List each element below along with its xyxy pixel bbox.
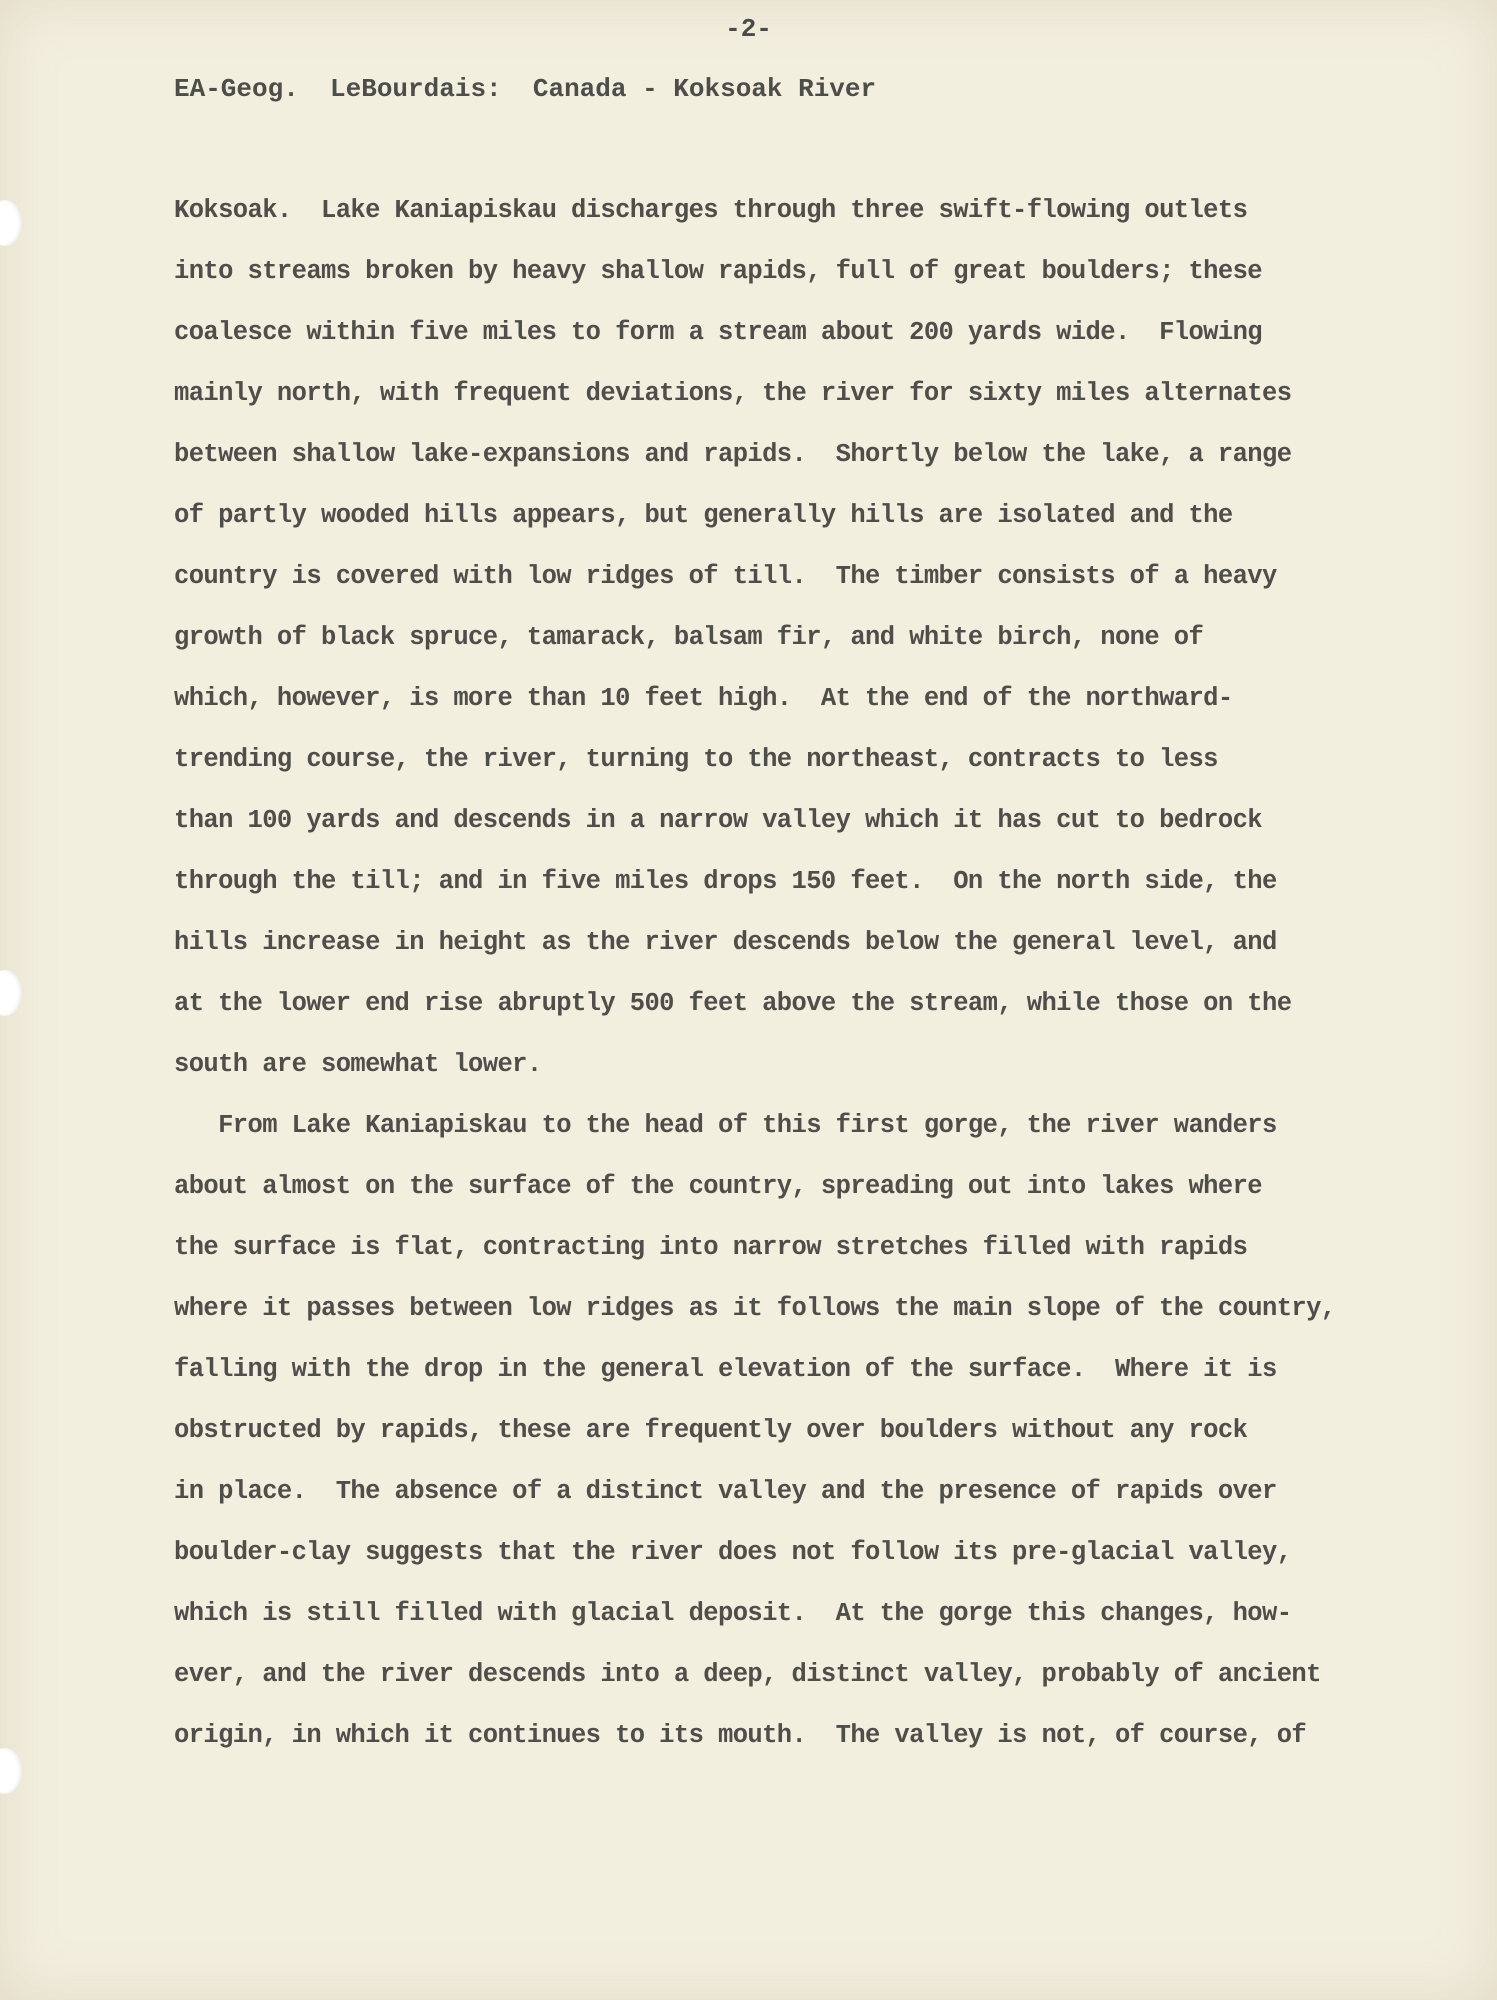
text-line: which is still filled with glacial deposit. At the gorge this changes, how-	[174, 1599, 1292, 1628]
text-line: the surface is flat, contracting into narrow stretches filled with rapids	[174, 1233, 1248, 1262]
document-header: EA-Geog. LeBourdais: Canada - Koksoak River	[174, 74, 877, 104]
text-line: into streams broken by heavy shallow rapids, full of great boulders; these	[174, 257, 1262, 286]
text-line: mainly north, with frequent deviations, the river for sixty miles alternates	[174, 379, 1292, 408]
text-line: obstructed by rapids, these are frequently over boulders without any rock	[174, 1416, 1248, 1445]
punch-hole-bottom	[0, 1748, 22, 1794]
text-line: country is covered with low ridges of till. The timber consists of a heavy	[174, 562, 1277, 591]
text-line: at the lower end rise abruptly 500 feet above the stream, while those on the	[174, 989, 1292, 1018]
text-line: falling with the drop in the general elevation of the surface. Where it is	[174, 1355, 1277, 1384]
text-line: between shallow lake-expansions and rapids. Shortly below the lake, a range	[174, 440, 1292, 469]
text-line: in place. The absence of a distinct valley and the presence of rapids over	[174, 1477, 1277, 1506]
text-line: through the till; and in five miles drops 150 feet. On the north side, the	[174, 867, 1277, 896]
text-line: coalesce within five miles to form a stream about 200 yards wide. Flowing	[174, 318, 1262, 347]
text-line: where it passes between low ridges as it follows the main slope of the country,	[174, 1294, 1336, 1323]
text-line: of partly wooded hills appears, but generally hills are isolated and the	[174, 501, 1233, 530]
page-number: -2-	[725, 14, 772, 44]
text-line: which, however, is more than 10 feet high. At the end of the northward-	[174, 684, 1233, 713]
text-line: than 100 yards and descends in a narrow valley which it has cut to bedrock	[174, 806, 1262, 835]
text-line: growth of black spruce, tamarack, balsam fir, and white birch, none of	[174, 623, 1204, 652]
text-line: south are somewhat lower.	[174, 1050, 542, 1079]
text-line: hills increase in height as the river descends below the general level, and	[174, 928, 1277, 957]
punch-hole-top	[0, 200, 22, 246]
text-line: origin, in which it continues to its mouth. The valley is not, of course, of	[174, 1721, 1307, 1750]
text-line: trending course, the river, turning to the northeast, contracts to less	[174, 745, 1218, 774]
text-line: Koksoak. Lake Kaniapiskau discharges through three swift-flowing outlets	[174, 196, 1248, 225]
text-line: boulder-clay suggests that the river does not follow its pre-glacial valley,	[174, 1538, 1292, 1567]
text-line: about almost on the surface of the country, spreading out into lakes where	[174, 1172, 1262, 1201]
text-line: From Lake Kaniapiskau to the head of this first gorge, the river wanders	[174, 1111, 1277, 1140]
punch-hole-middle	[0, 970, 22, 1016]
text-line: ever, and the river descends into a deep, distinct valley, probably of ancient	[174, 1660, 1321, 1689]
